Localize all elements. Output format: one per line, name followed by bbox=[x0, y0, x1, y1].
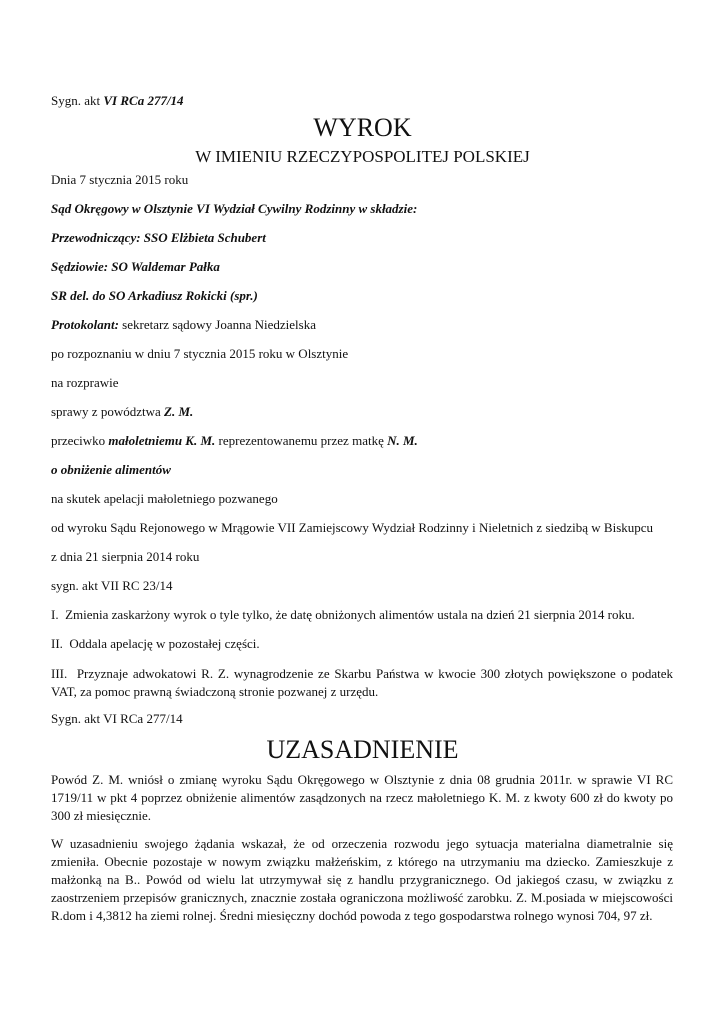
defendant-middle: reprezentowanemu przez matkę bbox=[215, 433, 388, 448]
plaintiff-name: Z. M. bbox=[164, 404, 194, 419]
appeal-info: na skutek apelacji małoletniego pozwanego bbox=[51, 491, 278, 506]
lower-court-date: z dnia 21 sierpnia 2014 roku bbox=[51, 549, 200, 564]
ruling-point-3 bbox=[51, 665, 673, 701]
defendant-prefix: przeciwko bbox=[51, 433, 109, 448]
court-composition: Sąd Okręgowy w Olsztynie VI Wydział Cywilny Rodzinny w składzie: bbox=[51, 201, 418, 216]
defendant-line bbox=[51, 433, 673, 449]
document-title: WYROK bbox=[313, 113, 412, 142]
ruling-point-text: Oddala apelację w pozostałej części. bbox=[69, 636, 260, 651]
lower-court-case-number: sygn. akt VII RC 23/14 bbox=[51, 578, 173, 593]
document-subtitle: W IMIENIU RZECZYPOSPOLITEJ POLSKIEJ bbox=[195, 147, 530, 166]
justification-paragraph: W uzasadnieniu swojego żądania wskazał, że od orzeczenia rozwodu jego sytuacja materialna diametralnie się zmieniła. Obecnie pozostaje w nowym związku małżeńskim, z którego na utrzymaniu ma dziecko. Zamieszkuje z małżonką na B.. Powód od wielu lat utrzymywał się z handlu przygranicznego. Od jakiegoś czasu, w związku z zaostrzeniem przepisów granicznych, znacznie została ograniczona możliwość zarobku. Z. M.posiada w miejscowości R.dom i 4,3812 ha ziemi rolnej. Średni miesięczny dochód powoda z tego gospodarstwa rolnego wynosi 704, 97 zł. bbox=[51, 836, 673, 923]
lower-court-judgment: od wyroku Sądu Rejonowego w Mrągowie VII Zamiejscowy Wydział Rodzinny i Nieletnich z siedzibą w Biskupcu bbox=[51, 520, 654, 535]
ruling-point-number: II. bbox=[51, 636, 63, 651]
claim-prefix: sprawy z powództwa bbox=[51, 404, 164, 419]
ruling-point-text: Zmienia zaskarżony wyrok o tyle tylko, że datę obniżonych alimentów ustala na dzień 21 sierpnia 2014 roku. bbox=[65, 607, 635, 622]
judgment-date: Dnia 7 stycznia 2015 roku bbox=[51, 172, 189, 187]
ruling-point-text: Przyznaje adwokatowi R. Z. wynagrodzenie ze Skarbu Państwa w kwocie 300 złotych powiększone o podatek VAT, za pomoc prawną świadczoną stronie pozwanej z urzędu. bbox=[51, 666, 674, 699]
justification-paragraph: Powód Z. M. wniósł o zmianę wyroku Sądu Okręgowego w Olsztynie z dnia 08 grudnia 2011r. w sprawie VI RC 1719/11 w pkt 4 poprzez obniżenie alimentów zasądzonych na rzecz małoletniego K. M. z kwoty 600 zł do kwoty po 300 zł miesięcznie. bbox=[51, 772, 673, 823]
case-number-value: VI RCa 277/14 bbox=[103, 93, 184, 108]
defendant-name: małoletniemu K. M. bbox=[108, 433, 216, 448]
case-number-prefix: Sygn. akt bbox=[51, 93, 104, 108]
ruling-point-1 bbox=[51, 607, 673, 623]
mother-name: N. M. bbox=[387, 433, 418, 448]
court-clerk-text: sekretarz sądowy Joanna Niedzielska bbox=[118, 317, 316, 332]
case-subject: o obniżenie alimentów bbox=[51, 462, 171, 477]
hearing-info: po rozpoznaniu w dniu 7 stycznia 2015 roku w Olsztynie bbox=[51, 346, 349, 361]
ruling-point-2 bbox=[51, 636, 673, 652]
court-clerk-label: Protokolant: bbox=[51, 317, 119, 332]
justification-case-number: Sygn. akt VI RCa 277/14 bbox=[51, 711, 183, 726]
hearing-type: na rozprawie bbox=[51, 375, 119, 390]
delegated-judge: SR del. do SO Arkadiusz Rokicki (spr.) bbox=[51, 288, 258, 303]
justification-title: UZASADNIENIE bbox=[266, 735, 459, 764]
case-number-header bbox=[51, 93, 673, 109]
court-clerk bbox=[51, 317, 673, 333]
claim-line bbox=[51, 404, 673, 420]
presiding-judge: Przewodniczący: SSO Elżbieta Schubert bbox=[51, 230, 266, 245]
judges: Sędziowie: SO Waldemar Pałka bbox=[51, 259, 220, 274]
ruling-point-number: III. bbox=[51, 666, 68, 681]
ruling-point-number: I. bbox=[51, 607, 59, 622]
